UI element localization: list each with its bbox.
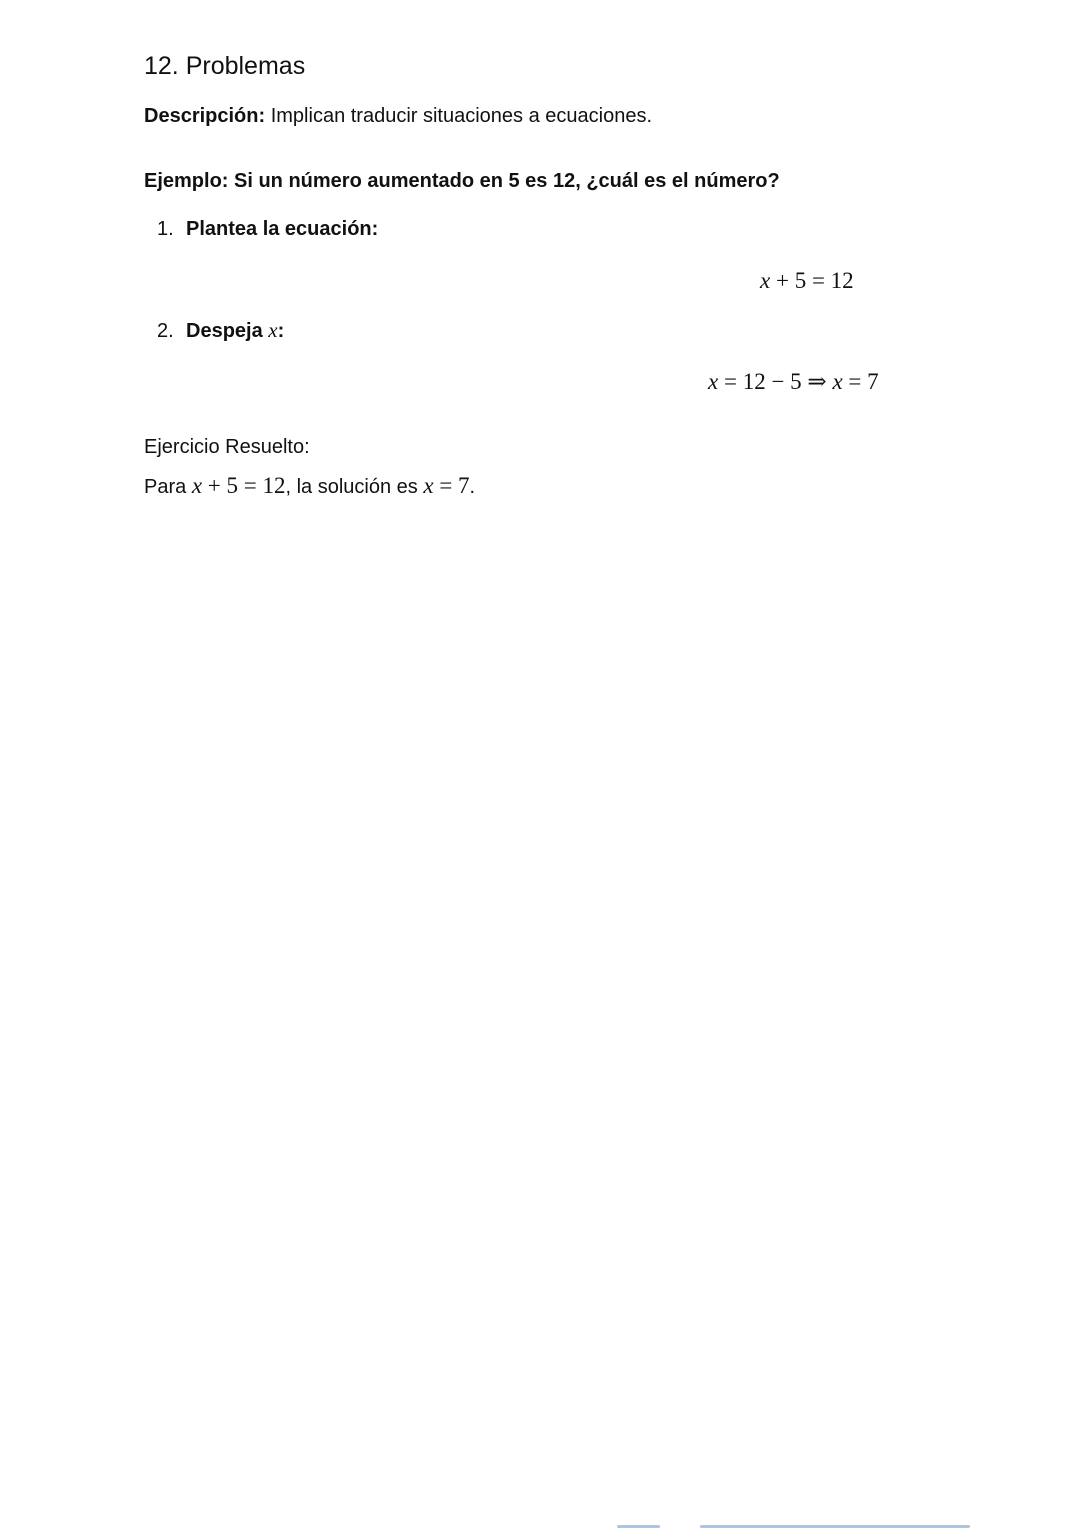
math-var: x [268, 318, 278, 342]
math-rest: + 5 = 12 [770, 268, 854, 293]
description [144, 105, 652, 128]
math-end: = 7 [842, 369, 879, 394]
math-var: x [760, 268, 771, 293]
math-mid: = 12 − 5 ⇒ [718, 369, 833, 394]
step-1 [157, 218, 378, 241]
step-label: Despeja [186, 320, 269, 342]
solved-text [144, 473, 475, 499]
example-heading: Ejemplo: Si un número aumentado en 5 es 12, ¿cuál es el número? [144, 170, 780, 192]
step-number: 1. [157, 218, 174, 240]
equation-1 [760, 268, 854, 294]
math-var: x [708, 369, 719, 394]
text: . [469, 476, 476, 498]
step-label-end: : [277, 320, 285, 342]
text: Para [144, 476, 192, 498]
math-var: x [423, 473, 434, 498]
solved-heading: Ejercicio Resuelto: [144, 436, 310, 458]
step-2 [157, 318, 284, 343]
math-var: x [191, 473, 203, 498]
section-title: 12. Problemas [144, 52, 306, 80]
math-rest: + 5 = 12 [202, 473, 286, 498]
description-label: Descripción: [144, 105, 266, 127]
description-text: Implican traducir situaciones a ecuaciones. [265, 105, 653, 127]
math-rest: = 7 [433, 473, 470, 498]
math-var: x [832, 369, 843, 394]
text: , la solución es [285, 476, 424, 498]
equation-2 [708, 369, 879, 395]
step-number: 2. [157, 320, 174, 342]
step-label: Plantea la ecuación: [186, 218, 379, 240]
